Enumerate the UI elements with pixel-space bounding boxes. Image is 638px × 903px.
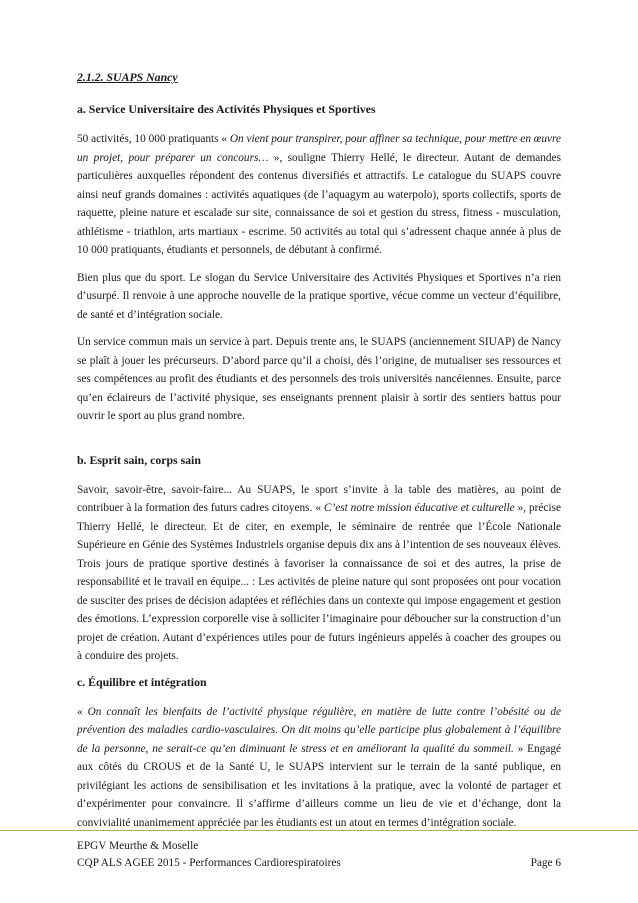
heading-a: a. Service Universitaire des Activités Physiques et Sportives bbox=[77, 102, 376, 116]
section-title: 2.1.2. SUAPS Nancy bbox=[77, 70, 178, 84]
paragraph-a1 bbox=[77, 130, 561, 260]
footer-organization: EPGV Meurthe & Moselle bbox=[77, 840, 199, 852]
heading-b: b. Esprit sain, corps sain bbox=[77, 452, 201, 467]
paragraph-a1-text-end: », souligne Thierry Hellé, le directeur. Autant de demandes particulières auxquelles répondent des contenus diversifiés et attractifs. Le catalogue du SUAPS couvre ainsi neuf grands domaines : activités aquatiques (de l’aquagym au waterpolo), sports collectifs, sports de raquette, pleine nature et escalade sur site, connaissance de soi et gestion du stress, fitness - musculation, athlétisme - triathlon, arts martiaux - escrime. 50 activités au total qui s’adressent chaque année à plus de 10 000 pratiquants, étudiants et personnels, de débutant à confirmé. bbox=[77, 151, 561, 256]
page-number: Page 6 bbox=[530, 857, 561, 869]
paragraph-c1 bbox=[77, 703, 561, 833]
page-footer bbox=[77, 838, 561, 872]
paragraph-b1 bbox=[77, 481, 561, 666]
paragraph-a2: Bien plus que du sport. Le slogan du Service Universitaire des Activités Physiques et Sportives n’a rien d’usurpé. Il renvoie à une approche nouvelle de la pratique sportive, vécue comme un vecteur d’équilibre, de santé et d’intégration sociale. bbox=[77, 271, 561, 321]
paragraph-a3: Un service commun mais un service à part. Depuis trente ans, le SUAPS (anciennement SIUAP) de Nancy se plaît à jouer les précurseurs. D’abord parce qu’il a choisi, dès l’origine, de mutualiser ses ressources et ses compétences au profit des étudiants et des personnels des trois universités nancéiennes. Ensuite, parce qu’en éclaireurs de l’activité physique, ses enseignants prennent plaisir à sortir des sentiers battus pour ouvrir le sport au plus grand nombre. bbox=[77, 336, 561, 422]
heading-c: c. Équilibre et intégration bbox=[77, 674, 207, 689]
paragraph-b1-text-start: Savoir, savoir-être, savoir-faire... Au SUAPS, le sport s’invite à la table des matières, au point de contribuer à la formation des futurs cadres citoyens. « bbox=[77, 483, 561, 514]
footer-course-title: CQP ALS AGEE 2015 - Performances Cardiorespiratoires bbox=[77, 857, 341, 869]
paragraph-b1-text-end: », précise Thierry Hellé, le directeur. Et de citer, en exemple, le séminaire de rentrée que l’École Nationale Supérieure en Génie des Systèmes Industriels organise depuis dix ans à l’intention de ses nouveaux élèves. Trois jours de pratique sportive destinés à favoriser la connaissance de soi et des autres, la prise de responsabilité et le travail en équipe... : Les activités de pleine nature qui sont proposées ont pour vocation de susciter des prises de décision adaptées et réfléchies dans un contexte qui impose engagement et gestion des émotions. L’expression corporelle vise à solliciter l’imaginaire pour déboucher sur la construction d’un projet de création. Autant d’expériences utiles pour de futurs ingénieurs appelés à coacher des groupes ou à conduire des projets. bbox=[77, 502, 561, 662]
footer-rule bbox=[0, 830, 638, 831]
paragraph-c1-quote: On connaît les bienfaits de l’activité physique régulière, en matière de lutte contre l’obésité ou de prévention des maladies cardio-vasculaires. On dit moins qu’elle participe plus globalement à l’équilibre de la personne, ne serait-ce qu’en diminuant le stress et en améliorant la qualité du sommeil. bbox=[77, 705, 561, 755]
paragraph-a1-text-start: 50 activités, 10 000 pratiquants « bbox=[77, 133, 230, 145]
paragraph-b1-quote: C’est notre mission éducative et culturelle bbox=[323, 502, 515, 514]
paragraph-c1-text-start: « bbox=[77, 705, 88, 718]
paragraph-c1-text-end: » Engagé aux côtés du CROUS et de la Santé U, le SUAPS intervient sur le terrain de la santé publique, en privilégiant les actions de sensibilisation et les invitations à la pratique, avec la volonté de partager et d’expérimenter pour convaincre. Il s’affirme d’ailleurs comme un lieu de vie et d’échange, dont la convivialité unanimement appréciée par les étudiants est un atout en termes d’intégration sociale. bbox=[77, 742, 561, 829]
document-body bbox=[77, 70, 561, 841]
paragraph-a1-quote: On vient pour transpirer, pour affiner sa technique, pour mettre en œuvre un projet, pour préparer un concours… bbox=[77, 133, 561, 164]
section-spacer bbox=[77, 435, 561, 453]
